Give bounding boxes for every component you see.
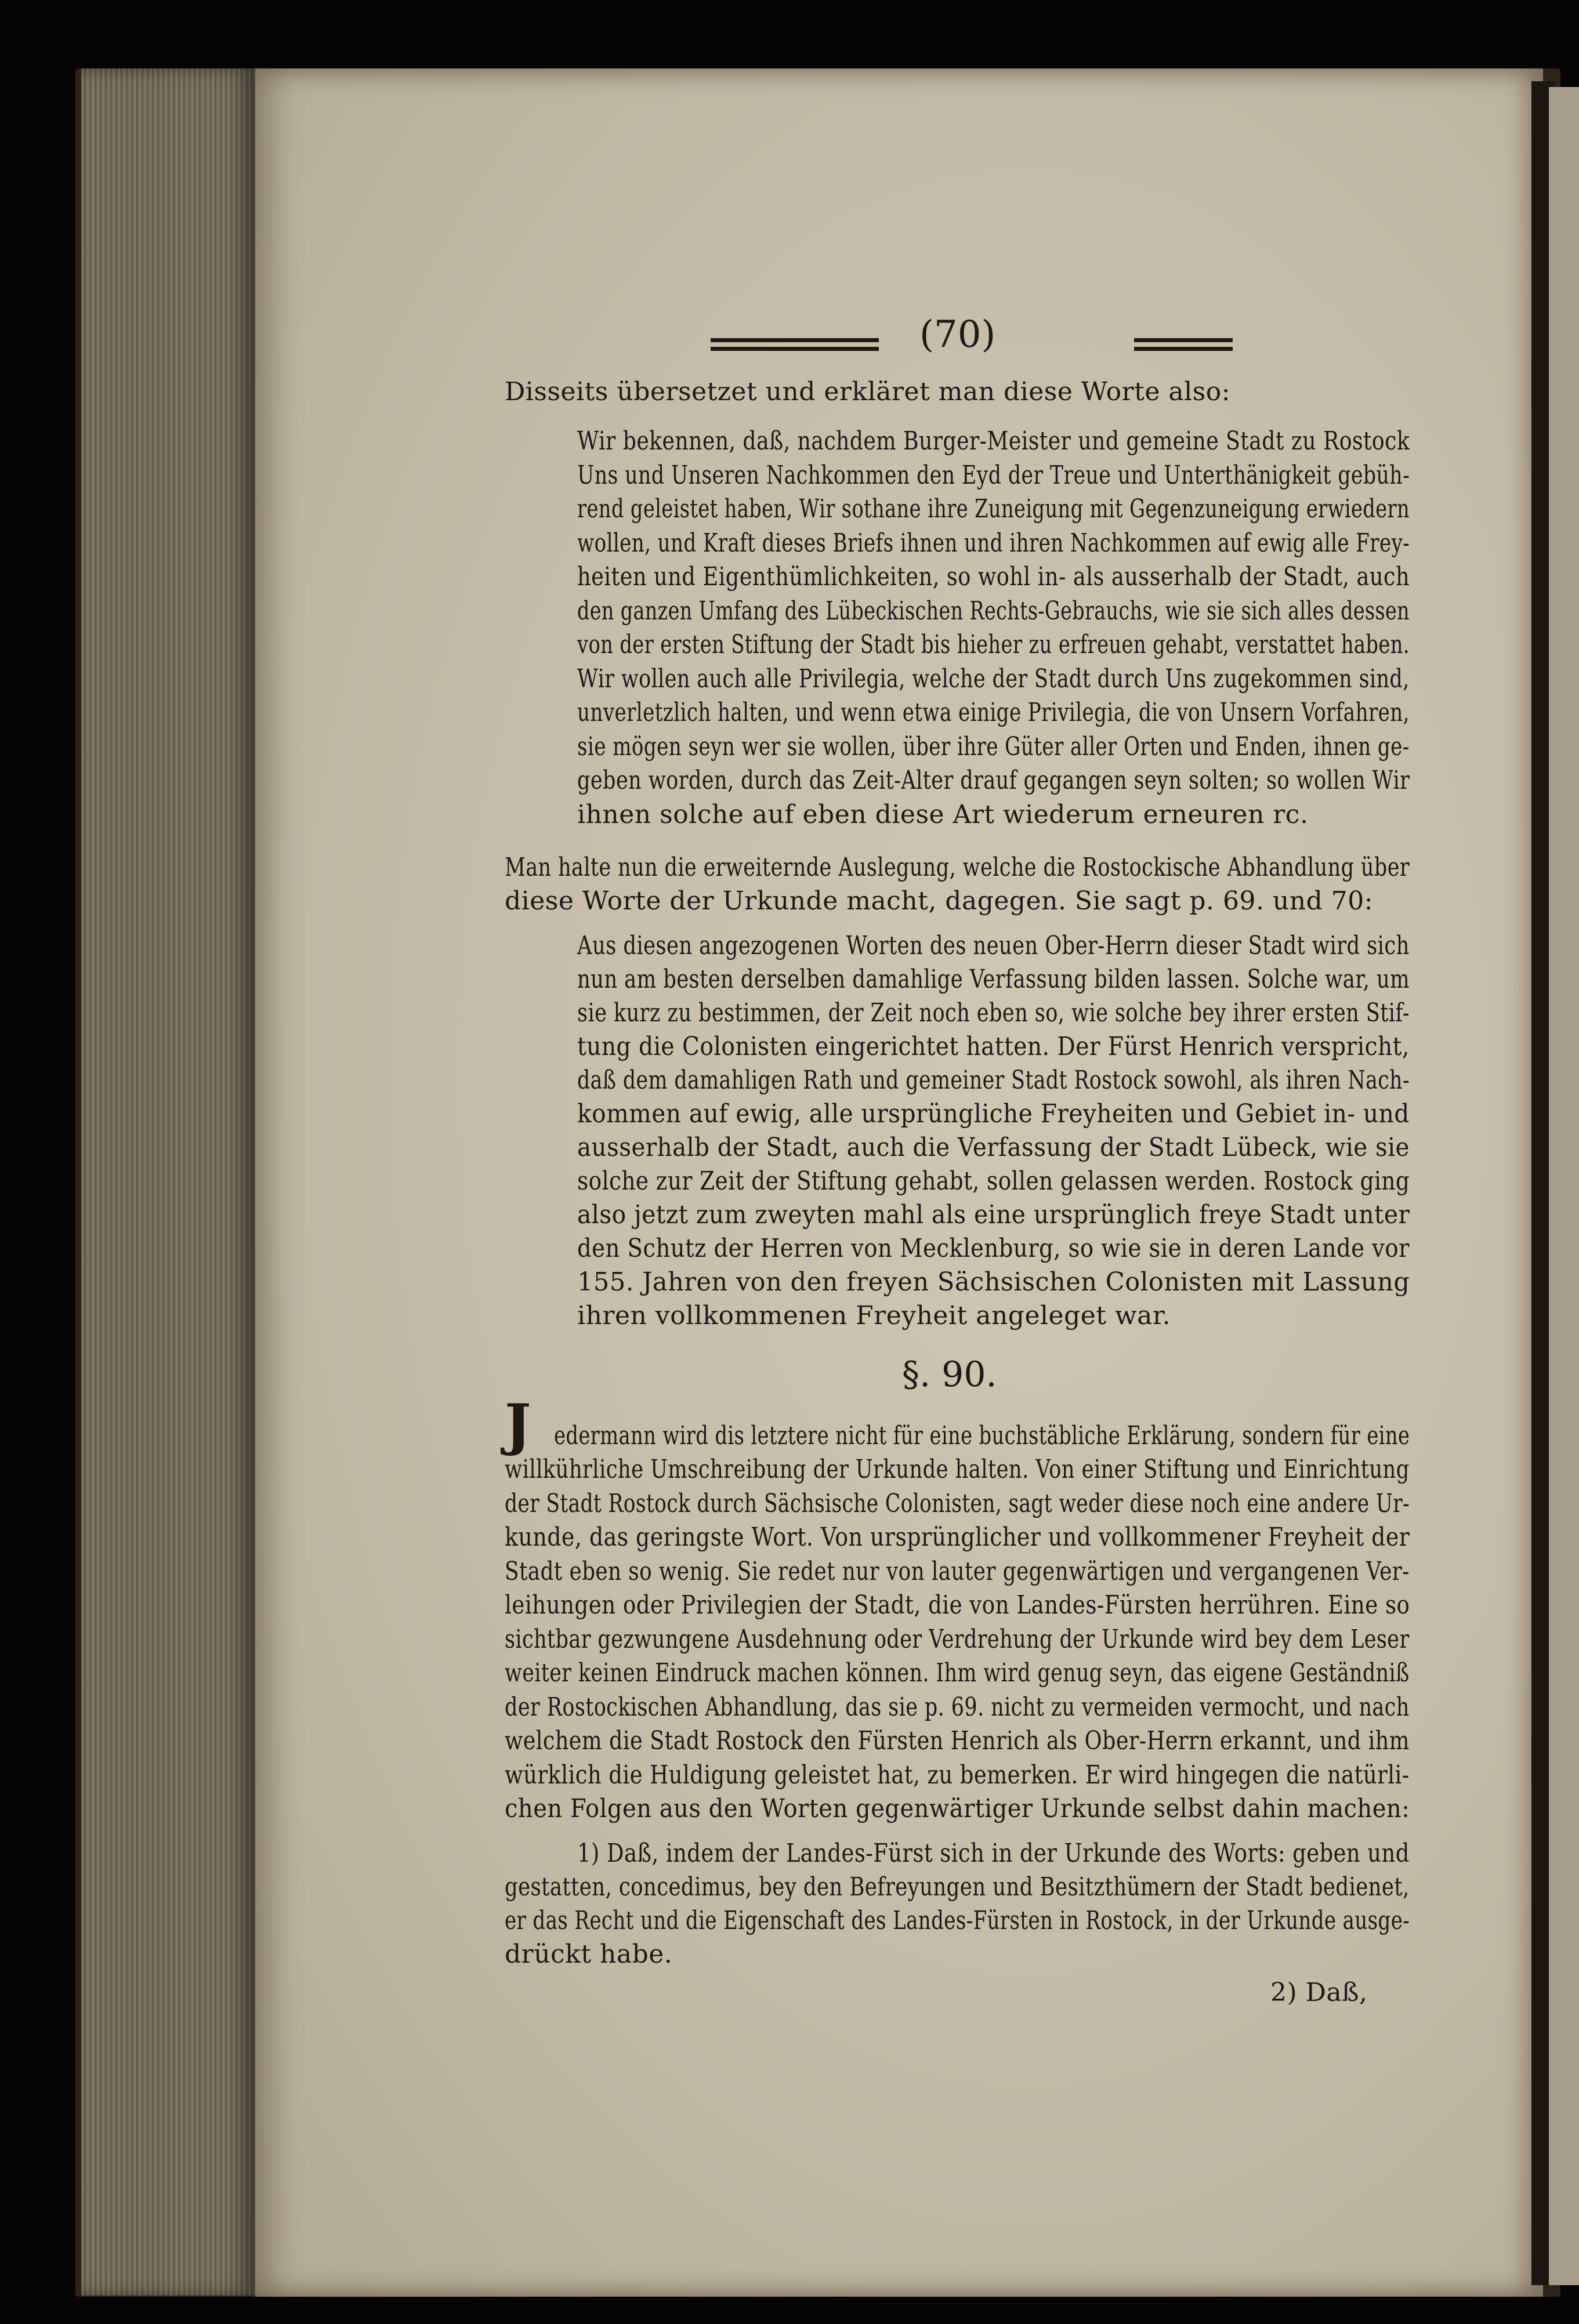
quote-1-line: unverletzlich halten, und wenn etwa einige Privilegia, die von Unsern Vorfahren, — [577, 698, 1410, 727]
drop-cap: J — [505, 1392, 531, 1458]
intro-line: Disseits übersetzet und erkläret man diese Worte also: — [505, 377, 1231, 407]
list-line: drückt habe. — [505, 1939, 673, 1969]
list-line: 1) Daß, indem der Landes-Fürst sich in der Urkunde des Worts: geben und — [577, 1839, 1410, 1868]
quote-1-line: Uns und Unseren Nachkommen den Eyd der Treue und Unterthänigkeit gebüh- — [577, 460, 1410, 490]
catchword: 2) Daß, — [1270, 1978, 1368, 2007]
quote-1-line: rend geleistet haben, Wir sothane ihre Zuneigung mit Gegenzuneigung erwiedern — [577, 494, 1410, 524]
quote-1-line: Wir wollen auch alle Privilegia, welche der Stadt durch Uns zugekommen sind, — [577, 664, 1410, 694]
paragraph-3-line: der Rostockischen Abhandlung, das sie p. 69. nicht zu vermeiden vermocht, und nach — [505, 1692, 1410, 1722]
paragraph-2-line: diese Worte der Urkunde macht, dagegen. Sie sagt p. 69. und 70: — [505, 886, 1374, 916]
quote-2-line: tung die Colonisten eingerichtet hatten. Der Fürst Henrich verspricht, — [577, 1032, 1410, 1061]
quote-1-line: heiten und Eigenthümlichkeiten, so wohl in- als ausserhalb der Stadt, auch — [577, 562, 1410, 592]
quote-1-line: von der ersten Stiftung der Stadt bis hieher zu erfreuen gehabt, verstattet haben. — [577, 630, 1410, 659]
page-edges — [81, 68, 255, 2296]
paragraph-3-line: leihungen oder Privilegien der Stadt, die von Landes-Fürsten herrühren. Eine so — [505, 1590, 1410, 1620]
list-line: gestatten, concedimus, bey den Befreyungen und Besitzthümern der Stadt bedienet, — [505, 1872, 1410, 1902]
paragraph-3-first-line: edermann wird dis letztere nicht für eine buchstäbliche Erklärung, sondern für eine — [554, 1421, 1410, 1451]
quote-1-line: Wir bekennen, daß, nachdem Burger-Meister und gemeine Stadt zu Rostock — [577, 426, 1410, 456]
quote-2-line: kommen auf ewig, alle ursprüngliche Freyheiten und Gebiet in- und — [577, 1099, 1410, 1129]
paragraph-3-line: welchem die Stadt Rostock den Fürsten Henrich als Ober-Herrn erkannt, und ihm — [505, 1726, 1410, 1756]
quote-1-line: ihnen solche auf eben diese Art wiederum erneuren rc. — [577, 799, 1309, 829]
header-rule-right — [1134, 338, 1233, 351]
quote-2-line: also jetzt zum zweyten mahl als eine ursprünglich freye Stadt unter — [577, 1200, 1410, 1230]
quote-2-line: 155. Jahren von den freyen Sächsischen Colonisten mit Lassung — [577, 1267, 1410, 1297]
quote-1-line: geben worden, durch das Zeit-Alter drauf gegangen seyn solten; so wollen Wir — [577, 766, 1410, 795]
quote-2-line: solche zur Zeit der Stiftung gehabt, sollen gelassen werden. Rostock ging — [577, 1166, 1410, 1196]
paragraph-2-line: Man halte nun die erweiternde Auslegung, welche die Rostockische Abhandlung über — [505, 853, 1410, 882]
paragraph-3-line: chen Folgen aus den Worten gegenwärtiger Urkunde selbst dahin machen: — [505, 1794, 1410, 1823]
quote-2-line: sie kurz zu bestimmen, der Zeit noch eben so, wie solche bey ihrer ersten Stif- — [577, 998, 1410, 1028]
quote-1-line: den ganzen Umfang des Lübeckischen Rechts-Gebrauchs, wie sie sich alles dessen — [577, 596, 1410, 626]
paragraph-3-line: weiter keinen Eindruck machen können. Ihm wird genug seyn, das eigene Geständniß — [505, 1658, 1410, 1688]
header-rule-left — [711, 338, 879, 351]
quote-1-line: wollen, und Kraft dieses Briefs ihnen und ihren Nachkommen auf ewig alle Frey- — [577, 528, 1410, 558]
list-line: er das Recht und die Eigenschaft des Landes-Fürsten in Rostock, in der Urkunde ausge- — [505, 1906, 1410, 1935]
section-heading: §. 90. — [902, 1354, 997, 1395]
quote-2-line: ihren vollkommenen Freyheit angeleget war. — [577, 1301, 1171, 1330]
quote-2-line: den Schutz der Herren von Mecklenburg, so wie sie in deren Lande vor — [577, 1234, 1410, 1263]
quote-2-line: daß dem damahligen Rath und gemeiner Stadt Rostock sowohl, als ihren Nach- — [577, 1065, 1410, 1095]
quote-2-line: Aus diesen angezogenen Worten des neuen Ober-Herrn dieser Stadt wird sich — [577, 931, 1410, 960]
paragraph-3-line: sichtbar gezwungene Ausdehnung oder Verdrehung der Urkunde wird bey dem Leser — [505, 1624, 1410, 1654]
paragraph-3-line: kunde, das geringste Wort. Von ursprünglicher und vollkommener Freyheit der — [505, 1522, 1410, 1552]
quote-2-line: ausserhalb der Stadt, auch die Verfassung der Stadt Lübeck, wie sie — [577, 1133, 1410, 1162]
quote-2-line: nun am besten derselben damahlige Verfassung bilden lassen. Solche war, um — [577, 965, 1410, 994]
page-number: (70) — [919, 313, 996, 356]
paragraph-3-line: willkührliche Umschreibung der Urkunde halten. Von einer Stiftung und Einrichtung — [505, 1455, 1410, 1484]
facing-page-edge — [1549, 87, 1579, 2285]
paragraph-3-line: würklich die Huldigung geleistet hat, zu bemerken. Er wird hingegen die natürli- — [505, 1760, 1410, 1790]
quote-1-line: sie mögen seyn wer sie wollen, über ihre Güter aller Orten und Enden, ihnen ge- — [577, 731, 1410, 762]
paragraph-3-line: Stadt eben so wenig. Sie redet nur von lauter gegenwärtigen und vergangenen Ver- — [505, 1556, 1410, 1586]
paragraph-3-line: der Stadt Rostock durch Sächsische Colonisten, sagt weder diese noch eine andere Ur- — [505, 1488, 1410, 1518]
